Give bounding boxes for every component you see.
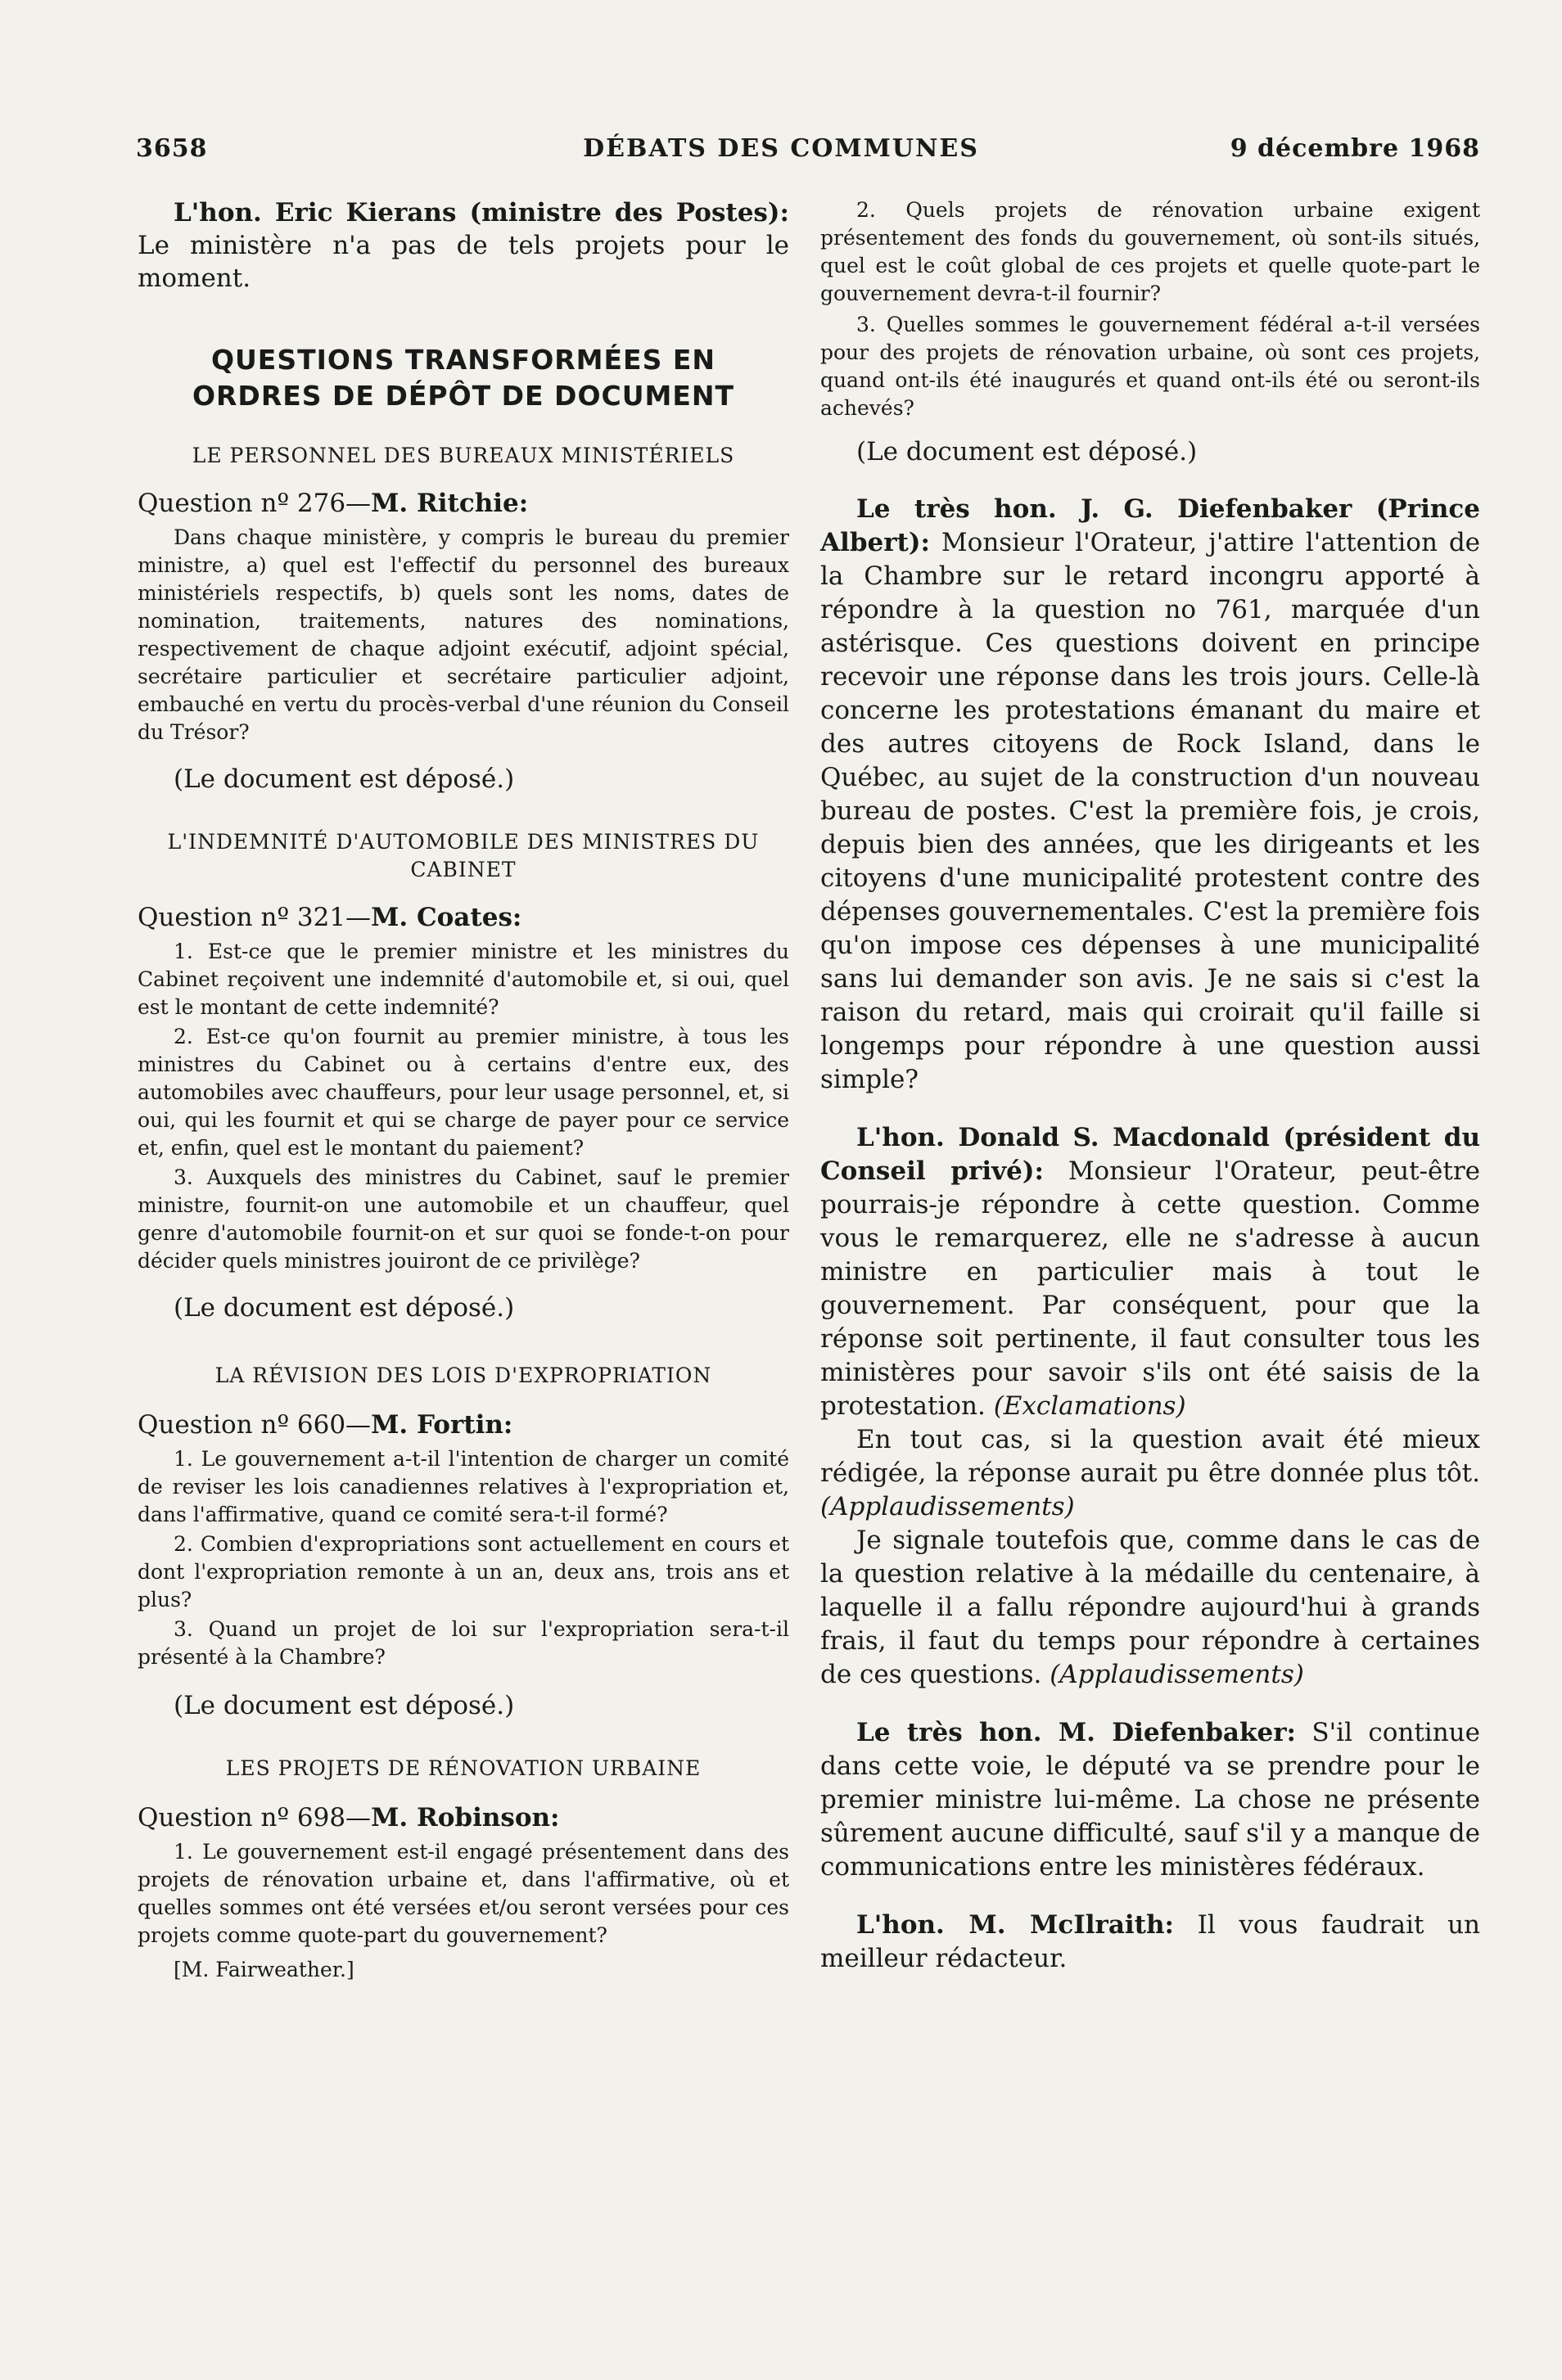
- page-number: 3658: [136, 134, 208, 163]
- question-line: [138, 900, 789, 935]
- question-body: Dans chaque ministère, y compris le bureau du premier ministre, a) quel est l'effectif du personnel des bureaux ministériels respectifs, b) quels sont les noms, dates de nomination, traitements, natures des nominations, respectivement de chaque adjoint exécutif, adjoint spécial, secrétaire particulier et secrétaire particulier adjoint, embauché en vertu du procès-verbal d'une réunion du Conseil du Trésor?: [138, 525, 789, 744]
- question-item: 2. Quels projets de rénovation urbaine exigent présentement des fonds du gouvernement, où sont-ils situés, quel est le coût global de ces projets et quelle quote-part le gouvernement devra-t-il fournir?: [820, 198, 1480, 305]
- question-heading: LES PROJETS DE RÉNOVATION URBAINE: [225, 1756, 702, 1780]
- speech-paragraph: [820, 1423, 1480, 1524]
- stage-direction: (Exclamations): [993, 1391, 1186, 1421]
- page-title: DÉBATS DES COMMUNES: [583, 134, 979, 163]
- speech-text: S'il continue dans cette voie, le député va se prendre pour le premier ministre lui-même. La chose ne présente sûrement aucune difficulté, sauf s'il y a manque de communications entre les ministères fédéraux.: [820, 1718, 1480, 1882]
- tabled-note: (Le document est déposé.): [856, 437, 1198, 467]
- question-member: M. Coates:: [371, 903, 522, 932]
- tabled-note: (Le document est déposé.): [174, 1293, 515, 1323]
- page-date: 9 décembre 1968: [1230, 134, 1480, 163]
- attribution: [M. Fairweather.]: [174, 1958, 354, 1981]
- speech-text: Il vous faudrait un meilleur rédacteur.: [820, 1910, 1480, 1973]
- speech-text: Monsieur l'Orateur, j'attire l'attention de la Chambre sur le retard incongru apporté à répondre à la question no 761, marquée d'un astérisque. Ces questions doivent en principe recevoir une réponse dans les trois jours. Celle-là concerne les protestations émanant du maire et des autres citoyens de Rock Island, dans le Québec, au sujet de la construction d'un nouveau bureau de postes. C'est la première fois, je crois, depuis bien des années, que les dirigeants et les citoyens d'une municipalité protestent contre des dépenses gouvernementales. C'est la première fois qu'on impose ces dépenses à une municipalité sans lui demander son avis. Je ne sais si c'est la raison du retard, mais qui croirait qu'il faille si longemps pour répondre à une question aussi simple?: [820, 528, 1481, 1094]
- mcilraith-reply: [820, 1909, 1480, 1976]
- question-item: 1. Le gouvernement est-il engagé présentement dans des projets de rénovation urbaine et, dans l'affirmative, où et quelles sommes ont été versées et/ou seront versées pour ces projets comme quote-part du gouvernement?: [138, 1840, 789, 1947]
- right-column: [820, 196, 1480, 1976]
- question-line: [138, 1801, 789, 1835]
- question-number: Question nº 660—: [138, 1410, 372, 1440]
- speech-text: Monsieur l'Orateur, peut-être pourrais-je répondre à cette question. Comme vous le remarquerez, elle ne s'adresse à aucun ministre en particulier mais à tout le gouvernement. Par conséquent, pour que la réponse soit pertinente, il faut consulter tous les ministères pour savoir s'ils ont été saisis de la protestation.: [820, 1156, 1480, 1421]
- left-column: [138, 196, 789, 1984]
- diefenbaker-reply: [820, 1716, 1480, 1884]
- question-heading: L'INDEMNITÉ D'AUTOMOBILE DES MINISTRES DU CABINET: [167, 830, 760, 881]
- question-item: 2. Combien d'expropriations sont actuellement en cours et dont l'expropriation remonte à un an, deux ans, trois ans et plus?: [138, 1532, 789, 1611]
- speech-text: Le ministère n'a pas de tels projets pour le moment.: [138, 231, 789, 293]
- question-member: M. Ritchie:: [371, 489, 529, 518]
- question-item: 2. Est-ce qu'on fournit au premier ministre, à tous les ministres du Cabinet ou à certains d'entre eux, des automobiles avec chauffeurs, pour leur usage personnel, et, si oui, qui les fournit et qui se charge de payer pour ce service et, enfin, quel est le montant du paiement?: [138, 1025, 789, 1160]
- speaker-name: Le très hon. M. Diefenbaker:: [856, 1718, 1296, 1747]
- question-line: [138, 1408, 789, 1442]
- speaker-name: L'hon. Donald S. Macdonald (président du Conseil privé):: [820, 1123, 1480, 1186]
- section-title: QUESTIONS TRANSFORMÉES EN ORDRES DE DÉPÔT DE DOCUMENT: [192, 344, 735, 412]
- question-member: M. Robinson:: [371, 1803, 560, 1832]
- question-heading: LE PERSONNEL DES BUREAUX MINISTÉRIELS: [192, 444, 735, 467]
- kierans-answer: [138, 196, 789, 295]
- speech-text: Je signale toutefois que, comme dans le cas de la question relative à la médaille du centenaire, à laquelle il a fallu répondre aujourd'hui à grands frais, il faut du temps pour répondre à certaines de ces questions.: [820, 1526, 1480, 1689]
- question-number: Question nº 276—: [138, 489, 372, 518]
- question-line: [138, 486, 789, 521]
- question-item: 1. Est-ce que le premier ministre et les ministres du Cabinet reçoivent une indemnité d'automobile et, si oui, quel est le montant de cette indemnité?: [138, 940, 789, 1019]
- stage-direction: (Applaudissements): [1050, 1660, 1304, 1689]
- question-item: 1. Le gouvernement a-t-il l'intention de charger un comité de reviser les lois canadiennes relatives à l'expropriation et, dans l'affirmative, quand ce comité sera-t-il formé?: [138, 1447, 789, 1526]
- question-item: 3. Quand un projet de loi sur l'expropriation sera-t-il présenté à la Chambre?: [138, 1617, 789, 1669]
- macdonald-speech: [820, 1121, 1480, 1423]
- question-member: M. Fortin:: [371, 1410, 513, 1440]
- speaker-name: Le très hon. J. G. Diefenbaker (Prince Albert):: [820, 494, 1480, 557]
- question-heading: LA RÉVISION DES LOIS D'EXPROPRIATION: [214, 1364, 712, 1387]
- tabled-note: (Le document est déposé.): [174, 1691, 515, 1720]
- speech-paragraph: [820, 1524, 1480, 1692]
- tabled-note: (Le document est déposé.): [174, 764, 515, 794]
- question-number: Question nº 321—: [138, 903, 372, 932]
- question-item: 3. Auxquels des ministres du Cabinet, sauf le premier ministre, fournit-on une automobile et un chauffeur, quel genre d'automobile fournit-on et sur quoi se fonde-t-on pour décider quels ministres jouiront de ce privilège?: [138, 1165, 789, 1273]
- stage-direction: (Applaudissements): [820, 1492, 1075, 1521]
- speech-text: En tout cas, si la question avait été mieux rédigée, la réponse aurait pu être donnée plus tôt.: [820, 1425, 1480, 1488]
- question-item: 3. Quelles sommes le gouvernement fédéral a-t-il versées pour des projets de rénovation urbaine, où sont ces projets, quand ont-ils été inaugurés et quand ont-ils été ou seront-ils achevés?: [820, 313, 1480, 420]
- question-number: Question nº 698—: [138, 1803, 372, 1832]
- diefenbaker-speech: [820, 493, 1480, 1097]
- speaker-name: L'hon. M. McIlraith:: [856, 1910, 1174, 1940]
- speaker-name: L'hon. Eric Kierans (ministre des Postes):: [174, 198, 789, 228]
